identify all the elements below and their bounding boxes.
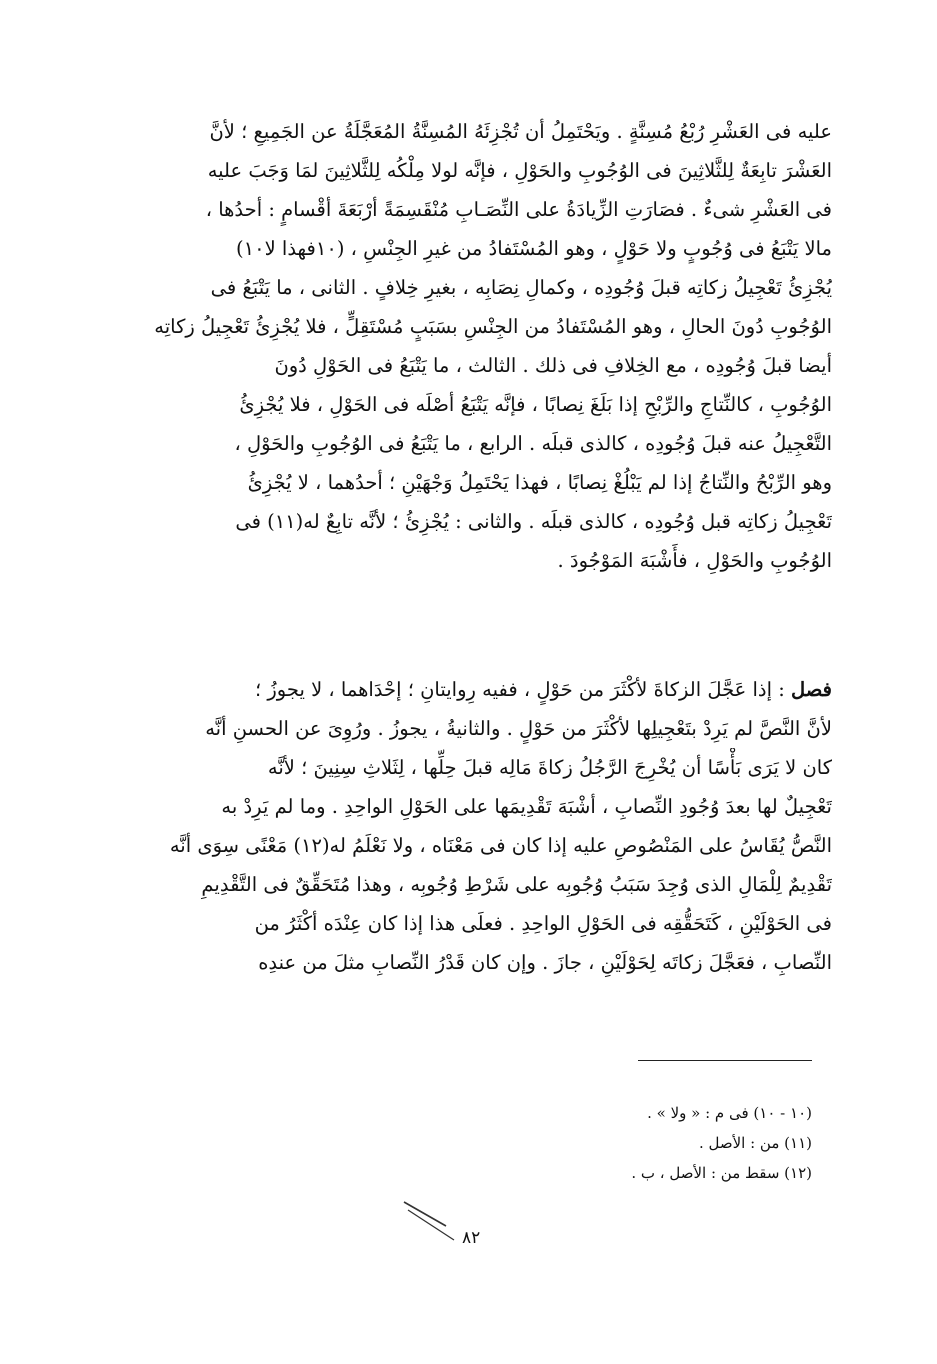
text-line: تَقْدِيمٌ لِلْمَالِ الذى وُجِدَ سَبَبُ وُجُوبِه على شَرْطِ وُجُوبِه ، وهذا مُتَحَقِّقٌ فى التَّقْدِيمِ <box>201 873 832 896</box>
text-line: الوُجُوبِ دُونَ الحالِ ، وهو المُسْتَفادُ من الجِنْسِ بسَبَبٍ مُسْتَقِلٍّ ، فلا يُجْزِئُ تَعْجِيلُ زكاتِه <box>154 315 832 338</box>
footnote-divider <box>638 1060 812 1061</box>
text-line: يُجْزِئُ تَعْجِيلُ زكاتِه قبلَ وُجُودِه ، وكمالِ نِصَابِه ، بغيرِ خِلافٍ . الثانى ، ما يَتْبَعُ فى <box>210 276 832 299</box>
text-line: أيضا قبلَ وُجُودِه ، مع الخِلافِ فى ذلك . الثالث ، ما يَتْبَعُ فى الحَوْلِ دُونَ <box>274 354 832 377</box>
text-line: كان لا يَرَى بَأْسًا أن يُخْرِجَ الرَّجُلُ زكاةَ مَالِه قبلَ حِلِّها ، لِثَلاثِ سِنِينَ ؛ لأنَّه <box>267 756 832 779</box>
text-line: التَّعْجِيلُ عنه قبلَ وُجُودِه ، كالذى قبلَه . الرابع ، ما يَتْبَعُ فى الوُجُوبِ والحَوْلِ ، <box>234 432 832 455</box>
text-line: لأنَّ النَّصَّ لم يَرِدْ بتَعْجِيلِها لأكْثَرَ من حَوْلٍ . والثانيةُ ، يجوزُ . ورُوِىَ عن الحسنِ أنَّه <box>205 717 832 740</box>
text-line: فى العَشْرِ شىءٌ . فصَارَتِ الزِّيادَةُ على النِّصَـابِ مُنْقَسِمَةً أرْبَعَةَ أقْسامٍ : أحدُها ، <box>205 198 832 221</box>
text-line <box>128 670 832 709</box>
text-line: الوُجُوبِ والحَوْلِ ، فأَشْبَهَ المَوْجُودَ . <box>557 549 832 572</box>
footnote-item: (١١) من : الأصل . <box>698 1134 812 1152</box>
text-line: تَعْجِيلٌ لها بعدَ وُجُودِ النِّصابِ ، أشْبَهَ تَقْدِيمَها على الحَوْلِ الواحِدِ . وما لم يَرِدْ به <box>221 795 832 818</box>
page-number: ٨٢ <box>462 1228 481 1248</box>
text-line: فى الحَوْلَيْنِ ، كَتَحَقُّقِه فى الحَوْلِ الواحِدِ . فعلَى هذا إذا كان عِنْدَه أكْثَرُ من <box>254 912 832 935</box>
text-line: مالا يَتْبَعُ فى وُجُوبٍ ولا حَوْلٍ ، وهو المُسْتَفادُ من غيرِ الجِنْسِ ، (١٠فهذا لا١٠) <box>236 237 832 260</box>
text-line: وهو الرِّبْحُ والنِّتاجُ إذا لم يَبْلُغْ نِصابًا ، فهذا يَحْتَمِلُ وَجْهَيْنِ ؛ أحدُهما ، لا يُجْزِئُ <box>247 471 832 494</box>
text-line: عليه فى العَشْرِ رُبْعُ مُسِنَّةٍ . ويَحْتَمِلُ أن تُجْزِئَهُ المُسِنَّةُ المُعَجَّلَةُ عن الجَمِيعِ ؛ لأنَّ <box>209 120 832 143</box>
main-paragraph-1 <box>128 112 832 580</box>
footnote-item: (١٢) سقط من : الأصل ، ب . <box>631 1164 812 1182</box>
footnote-item: (١٠ - ١٠) فى م : « ولا » . <box>647 1104 812 1122</box>
text-line: النَّصُّ يُقَاسُ على المَنْصُوصِ عليه إذا كان فى مَعْنَاه ، ولا نَعْلَمُ له(١٢) مَعْنًى سِوَى أنَّه <box>169 834 832 857</box>
text-line: تَعْجِيلُ زكاتِه قبل وُجُودِه ، كالذى قبلَه . والثانى : يُجْزِئُ ؛ لأنَّه تابِعٌ له(١١) فى <box>235 510 832 533</box>
text-line: الوُجُوبِ ، كالنِّتاجِ والرِّبْحِ إذا بَلَغَ نِصابًا ، فإنَّه يَتْبَعُ أصْلَه فى الحَوْلِ ، فلا يُجْزِئُ <box>239 393 832 416</box>
text-line: النِّصابِ ، فعَجَّلَ زكاتَه لِحَوْلَيْنِ ، جازَ . وإن كان قَدْرُ النِّصابِ مثلَ من عندِه <box>258 951 832 974</box>
main-paragraph-2 <box>128 670 832 982</box>
section-first-line: : إذا عَجَّلَ الزكاةَ لأكْثَرَ من حَوْلٍ ، ففيه رِوايتانِ ؛ إحْدَاهما ، لا يجوزُ ؛ <box>254 678 791 701</box>
footnotes-list <box>500 1098 812 1188</box>
section-label: فصل <box>791 678 832 701</box>
text-line: العَشْرَ تابِعَةٌ لِلثَّلاثِينَ فى الوُجُوبِ والحَوْلِ ، فإنَّه لولا مِلْكُه لِلثَّلاثِينَ لمَا وَجَبَ عليه <box>207 159 832 182</box>
